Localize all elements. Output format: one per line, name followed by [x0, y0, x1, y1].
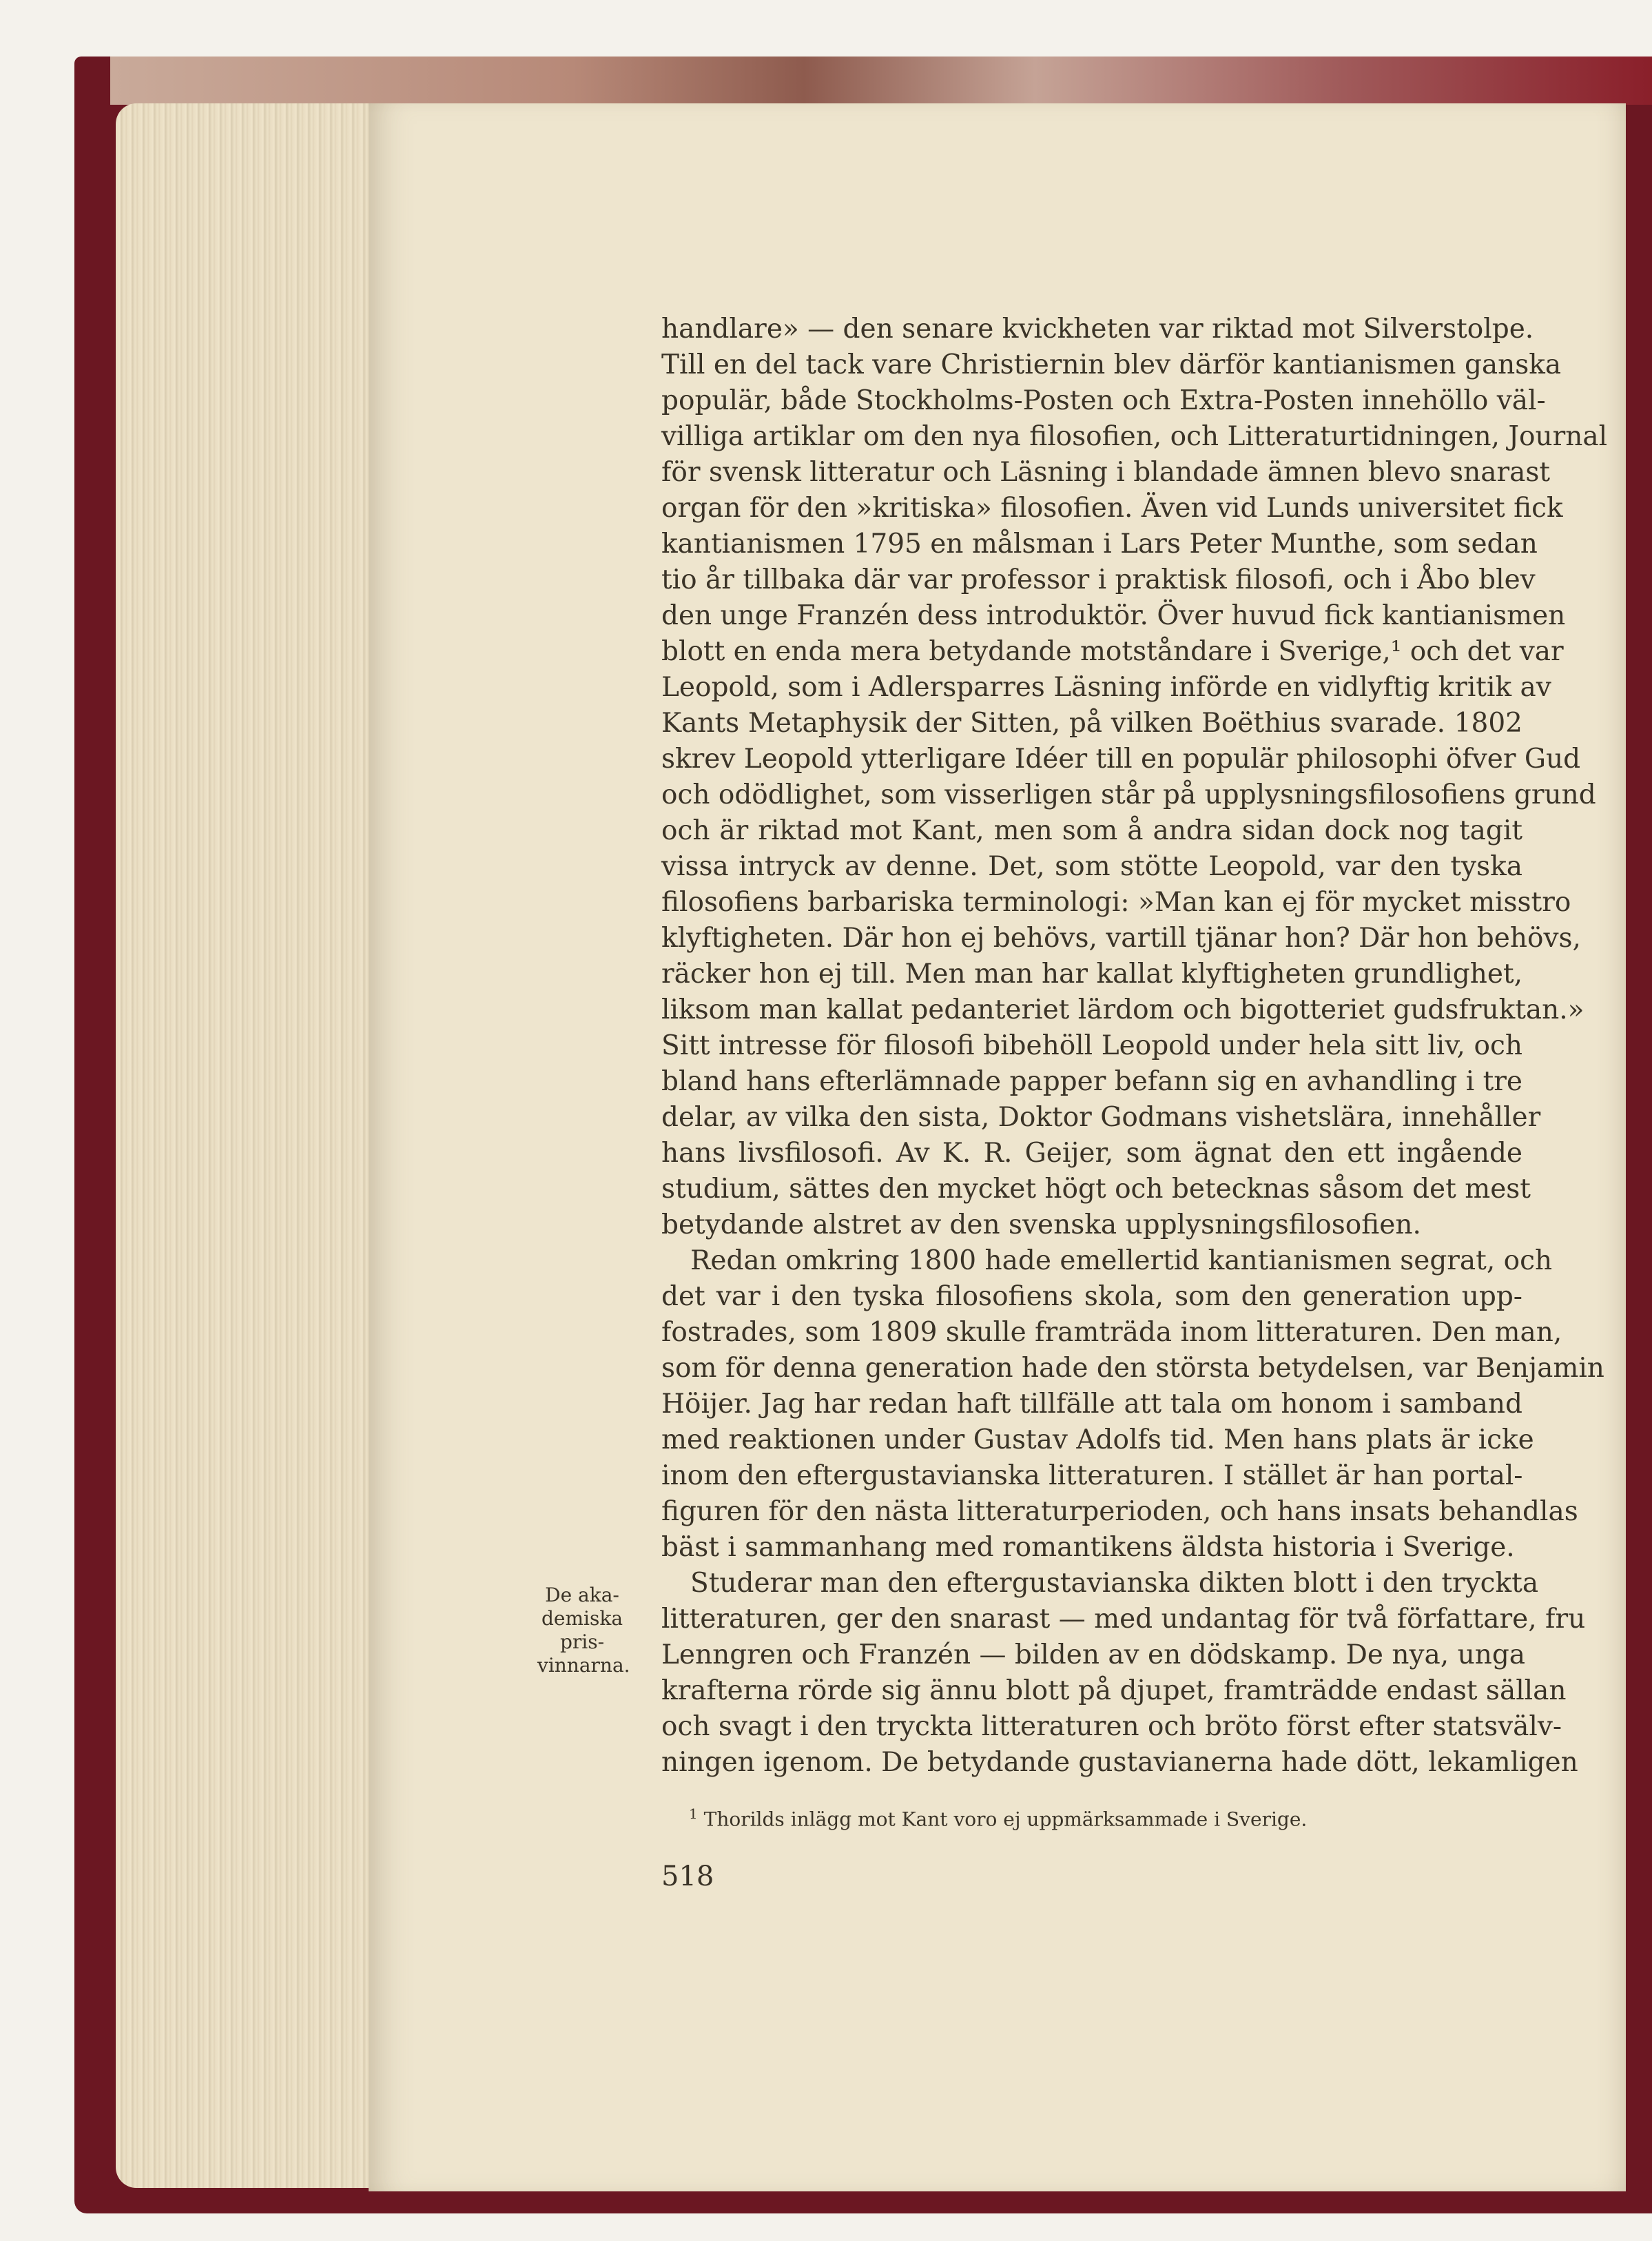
text-line: det var i den tyska filosofiens skola, som den generation upp-: [661, 1281, 1522, 1312]
text-line: Till en del tack vare Christiernin blev därför kantianismen ganska: [661, 349, 1562, 380]
text-line: ningen igenom. De betydande gustavianerna hade dött, lekamligen: [661, 1747, 1578, 1778]
text-line: Studerar man den eftergustavianska dikten blott i den tryckta: [690, 1568, 1539, 1599]
text-line: litteraturen, ger den snarast — med undantag för två författare, fru: [661, 1604, 1586, 1635]
text-line: med reaktionen under Gustav Adolfs tid. Men hans plats är icke: [661, 1424, 1534, 1455]
text-line: villiga artiklar om den nya filosofien, och Litteraturtidningen, Journal: [661, 421, 1608, 452]
page-stack: [116, 103, 371, 2188]
text-line: räcker hon ej till. Men man har kallat klyftigheten grundlighet,: [661, 959, 1522, 990]
text-line: bland hans efterlämnade papper befann sig en avhandling i tre: [661, 1066, 1522, 1097]
text-line: hans livsfilosofi. Av K. R. Geijer, som ägnat den ett ingående: [661, 1138, 1522, 1169]
text-line: kantianismen 1795 en målsman i Lars Peter Munthe, som sedan: [661, 529, 1538, 560]
text-line: populär, både Stockholms-Posten och Extra-Posten innehöllo väl-: [661, 385, 1546, 416]
text-line: vissa intryck av denne. Det, som stötte Leopold, var den tyska: [661, 851, 1522, 882]
book-headband: [110, 57, 1652, 105]
text-line: figuren för den nästa litteraturperioden, och hans insats behandlas: [661, 1496, 1578, 1527]
text-line: och är riktad mot Kant, men som å andra sidan dock nog tagit: [661, 815, 1522, 846]
text-line: Lenngren och Franzén — bilden av en dödskamp. De nya, unga: [661, 1639, 1526, 1670]
text-line: Leopold, som i Adlersparres Läsning införde en vidlyftig kritik av: [661, 672, 1551, 703]
text-line: som för denna generation hade den största betydelsen, var Benjamin: [661, 1353, 1604, 1384]
text-line: bäst i sammanhang med romantikens äldsta historia i Sverige.: [661, 1532, 1515, 1563]
text-line: för svensk litteratur och Läsning i blandade ämnen blevo snarast: [661, 457, 1551, 488]
text-line: filosofiens barbariska terminologi: »Man kan ej för mycket misstro: [661, 887, 1571, 918]
text-line: krafterna rörde sig ännu blott på djupet, framträdde endast sällan: [661, 1675, 1567, 1706]
text-line: Redan omkring 1800 hade emellertid kantianismen segrat, och: [690, 1245, 1553, 1276]
text-line: blott en enda mera betydande motståndare i Sverige,¹ och det var: [661, 636, 1564, 667]
margin-note-line: demiska: [541, 1607, 623, 1630]
text-line: inom den eftergustavianska litteraturen. I stället är han portal-: [661, 1460, 1523, 1491]
text-line: studium, sättes den mycket högt och betecknas såsom det mest: [661, 1174, 1531, 1205]
text-line: skrev Leopold ytterligare Idéer till en populär philosophi öfver Gud: [661, 744, 1581, 775]
text-line: och odödlighet, som visserligen står på upplysningsfilosofiens grund: [661, 779, 1596, 810]
text-line: klyftigheten. Där hon ej behövs, vartill tjänar hon? Där hon behövs,: [661, 923, 1581, 954]
margin-note-line: pris-: [559, 1630, 605, 1653]
text-line: och svagt i den tryckta litteraturen och bröto först efter statsvälv-: [661, 1711, 1562, 1742]
margin-note: [537, 1584, 630, 1677]
text-line: fostrades, som 1809 skulle framträda inom litteraturen. Den man,: [661, 1317, 1562, 1348]
text-line: liksom man kallat pedanteriet lärdom och bigotteriet gudsfruktan.»: [661, 994, 1584, 1025]
text-line: Höijer. Jag har redan haft tillfälle att tala om honom i samband: [661, 1389, 1522, 1420]
text-line: delar, av vilka den sista, Doktor Godmans vishetslära, innehåller: [661, 1102, 1541, 1133]
text-line: betydande alstret av den svenska upplysningsfilosofien.: [661, 1209, 1421, 1240]
margin-note-line: vinnarna.: [537, 1654, 630, 1677]
margin-note-line: De aka-: [545, 1584, 619, 1606]
footnote-text: Thorilds inlägg mot Kant voro ej uppmärksammade i Sverige.: [703, 1808, 1308, 1831]
text-line: handlare» — den senare kvickheten var riktad mot Silverstolpe.: [661, 314, 1534, 345]
page-number: 518: [661, 1861, 714, 1892]
footnote: [689, 1801, 1516, 1832]
text-line: Kants Metaphysik der Sitten, på vilken Boëthius svarade. 1802: [661, 708, 1522, 739]
text-line: Sitt intresse för filosofi bibehöll Leopold under hela sitt liv, och: [661, 1030, 1522, 1061]
footnote-marker: 1: [689, 1805, 698, 1822]
text-line: organ för den »kritiska» filosofien. Även vid Lunds universitet fick: [661, 493, 1563, 524]
body-text: [661, 311, 1608, 1781]
text-line: den unge Franzén dess introduktör. Över huvud fick kantianismen: [661, 600, 1566, 631]
text-line: tio år tillbaka där var professor i praktisk filosofi, och i Åbo blev: [661, 564, 1536, 595]
